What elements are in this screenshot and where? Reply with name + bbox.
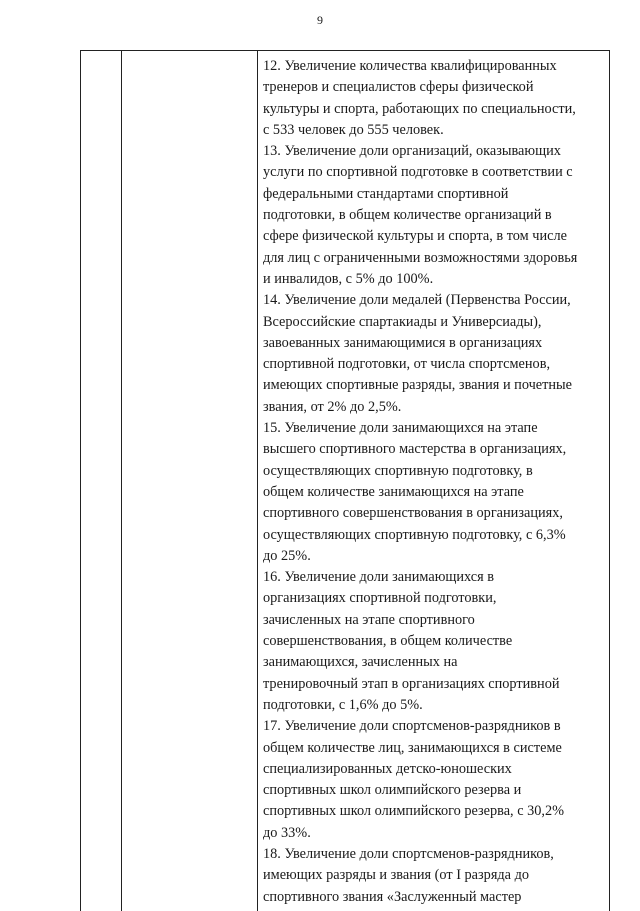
text-line: подготовки, с 1,6% до 5%. [263,696,423,713]
text-line: специализированных детско-юношеских [263,760,512,777]
text-line: имеющих разряды и звания (от I разряда до [263,867,530,884]
text-line: 13. Увеличение доли организаций, оказывающих [263,143,561,160]
text-line: и инвалидов, с 5% до 100%. [263,270,434,287]
text-line: спортивного совершенствования в организациях, [263,505,563,522]
text-line: высшего спортивного мастерства в организациях, [263,441,567,458]
text-line: сфере физической культуры и спорта, в том числе [263,228,567,245]
text-line: организациях спортивной подготовки, [263,590,497,607]
text-line: спортивной подготовки, от числа спортсменов, [263,356,551,373]
column-divider-2 [257,51,258,911]
text-line: услуги по спортивной подготовке в соответствии с [263,164,573,181]
text-line: тренировочный этап в организациях спортивной [263,675,560,692]
text-line: 16. Увеличение доли занимающихся в [263,569,495,586]
text-line: спортивного звания «Заслуженный мастер [263,888,522,905]
text-line: федеральными стандартами спортивной [263,185,509,202]
text-line: звания, от 2% до 2,5%. [263,398,402,415]
indicators-table [80,50,610,911]
text-line: 15. Увеличение доли занимающихся на этапе [263,420,538,437]
text-line: 12. Увеличение количества квалифицированных [263,58,557,74]
text-line: 18. Увеличение доли спортсменов-разрядников, [263,845,554,862]
text-line: зачисленных на этапе спортивного [263,611,475,628]
indicators-cell [263,56,605,908]
text-line: совершенствования, в общем количестве [263,633,513,650]
text-line: подготовки, в общем количестве организаций в [263,207,552,224]
text-line: осуществляющих спортивную подготовку, в [263,462,533,479]
text-line: 17. Увеличение доли спортсменов-разрядников в [263,718,561,735]
text-line: спортивных школ олимпийского резерва и [263,782,522,799]
text-line: для лиц с ограниченными возможностями здоровья [263,249,578,266]
text-line: спортивных школ олимпийского резерва, с 30,2% [263,803,565,820]
text-line: 14. Увеличение доли медалей (Первенства России, [263,292,571,309]
text-line: до 33%. [263,824,311,841]
text-line: завоеванных занимающимися в организациях [263,334,543,351]
text-line: общем количестве занимающихся на этапе [263,483,524,500]
text-line: культуры и спорта, работающих по специальности, [263,100,576,117]
text-line: осуществляющих спортивную подготовку, с 6,3% [263,526,566,543]
text-line: имеющих спортивные разряды, звания и почетные [263,377,572,394]
text-line: занимающихся, зачисленных на [263,654,458,671]
text-line: с 533 человек до 555 человек. [263,121,444,138]
page-number: 9 [317,13,323,27]
text-line: тренеров и специалистов сферы физической [263,79,534,96]
text-line: до 25%. [263,547,311,564]
text-line: Всероссийские спартакиады и Универсиады), [263,313,542,330]
text-line: общем количестве лиц, занимающихся в системе [263,739,562,756]
column-divider-1 [121,51,122,911]
